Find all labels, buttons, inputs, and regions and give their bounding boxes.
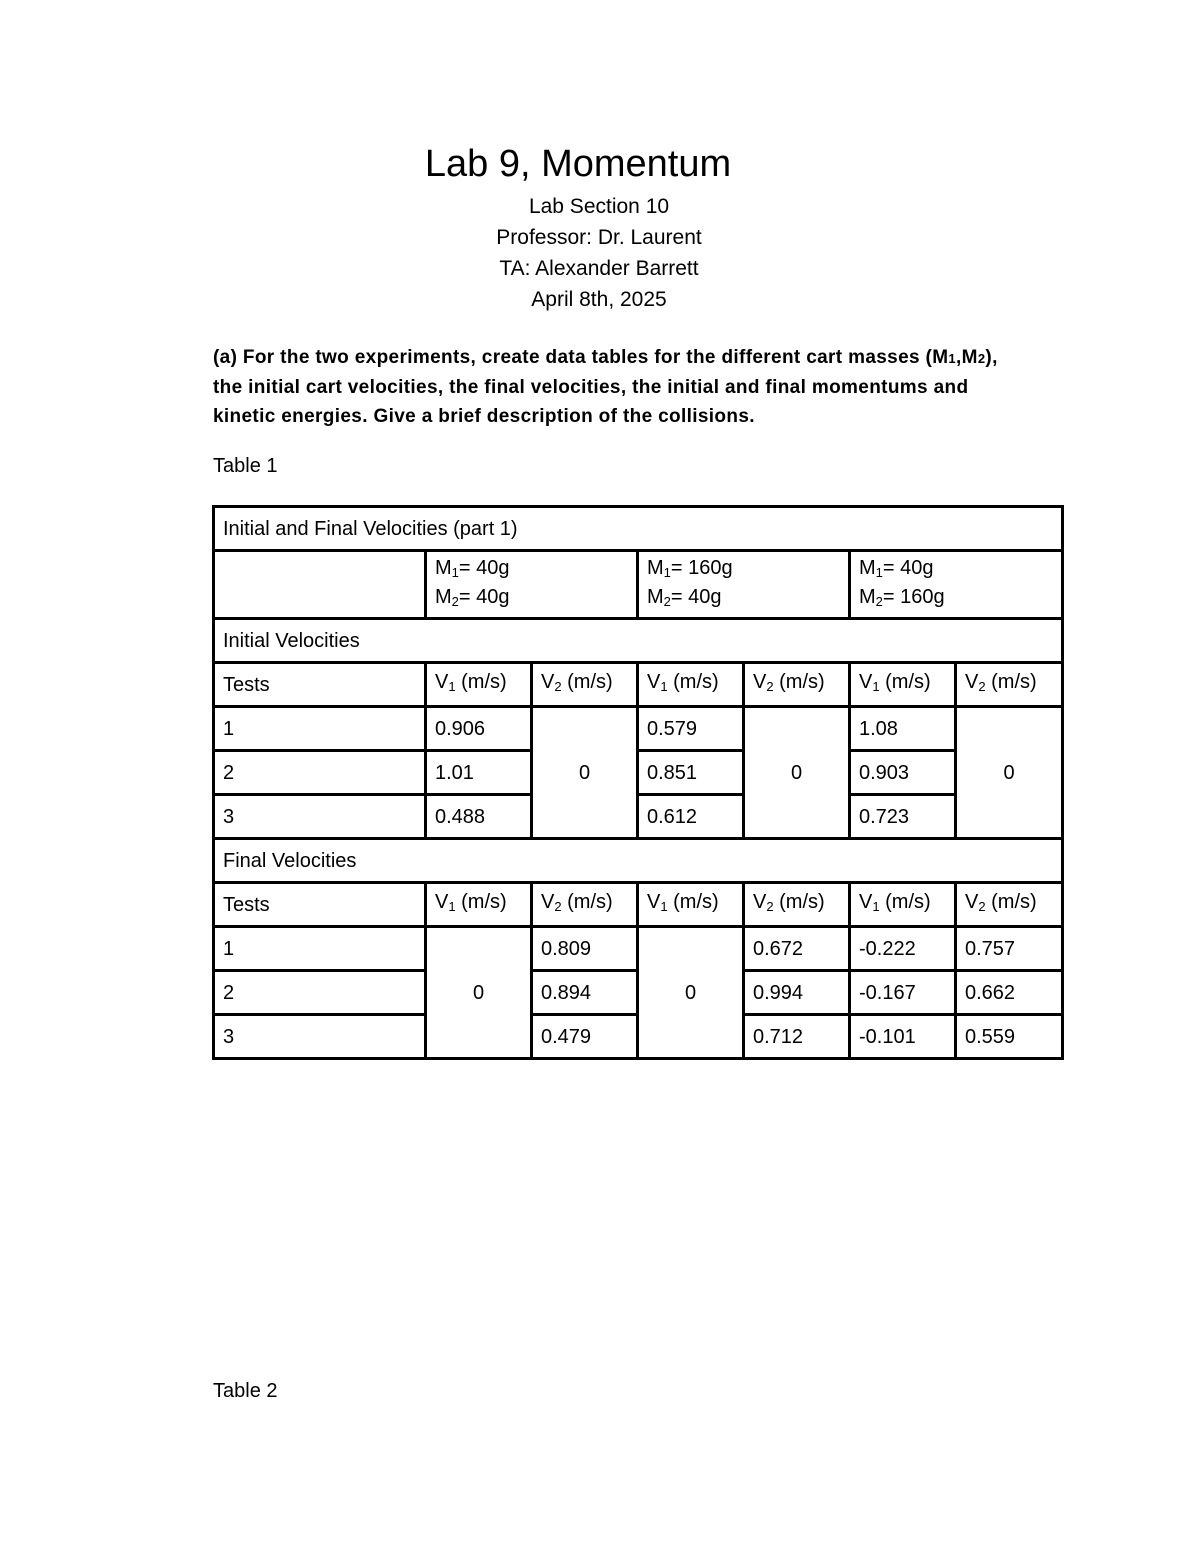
professor: Professor: Dr. Laurent xyxy=(496,226,702,249)
cell-value: 0.559 xyxy=(956,1015,1063,1059)
cell-value: 0.579 xyxy=(638,707,744,751)
v2-header: V2 (m/s) xyxy=(744,883,850,927)
table-row xyxy=(214,795,1063,839)
table-row xyxy=(214,751,1063,795)
cell-value: 0 xyxy=(426,927,532,1059)
test-number: 2 xyxy=(214,971,426,1015)
v2-header: V2 (m/s) xyxy=(956,663,1063,707)
test-number: 1 xyxy=(214,927,426,971)
table-row xyxy=(214,927,1063,971)
v1-header: V1 (m/s) xyxy=(426,883,532,927)
final-velocities-label: Final Velocities xyxy=(214,839,1063,883)
cell-value: 0.894 xyxy=(532,971,638,1015)
mass-config-1: M1= 40g M2= 40g xyxy=(426,551,638,619)
final-header-row xyxy=(214,883,1063,927)
cell-value: 0.809 xyxy=(532,927,638,971)
cell-value: 0 xyxy=(638,927,744,1059)
v1-header: V1 (m/s) xyxy=(638,663,744,707)
v2-header: V2 (m/s) xyxy=(956,883,1063,927)
final-section-row xyxy=(214,839,1063,883)
v1-header: V1 (m/s) xyxy=(850,883,956,927)
v1-header: V1 (m/s) xyxy=(850,663,956,707)
v2-header: V2 (m/s) xyxy=(532,883,638,927)
cell-value: 0.672 xyxy=(744,927,850,971)
date: April 8th, 2025 xyxy=(531,288,667,311)
lab-section: Lab Section 10 xyxy=(528,195,670,218)
v1-header: V1 (m/s) xyxy=(638,883,744,927)
tests-header: Tests xyxy=(214,883,426,927)
cell-value: 0 xyxy=(956,707,1063,839)
page-title: Lab 9, Momentum xyxy=(424,143,732,185)
mass-config-row xyxy=(214,551,1063,619)
table-title-row xyxy=(214,507,1063,551)
initial-header-row xyxy=(214,663,1063,707)
cell-value: 0.712 xyxy=(744,1015,850,1059)
initial-section-row xyxy=(214,619,1063,663)
table-1-caption: Table 1 xyxy=(213,455,278,477)
cell-value: 1.08 xyxy=(850,707,956,751)
cell-value: 1.01 xyxy=(426,751,532,795)
cell-value: 0.851 xyxy=(638,751,744,795)
empty-cell xyxy=(214,551,426,619)
v2-header: V2 (m/s) xyxy=(532,663,638,707)
teaching-assistant: TA: Alexander Barrett xyxy=(499,257,699,280)
v2-header: V2 (m/s) xyxy=(744,663,850,707)
cell-value: 0.723 xyxy=(850,795,956,839)
cell-value: 0.479 xyxy=(532,1015,638,1059)
mass-config-3: M1= 40g M2= 160g xyxy=(850,551,1063,619)
v1-header: V1 (m/s) xyxy=(426,663,532,707)
cell-value: 0.662 xyxy=(956,971,1063,1015)
cell-value: 0.994 xyxy=(744,971,850,1015)
test-number: 3 xyxy=(214,1015,426,1059)
cell-value: 0.488 xyxy=(426,795,532,839)
test-number: 1 xyxy=(214,707,426,751)
cell-value: 0.906 xyxy=(426,707,532,751)
test-number: 3 xyxy=(214,795,426,839)
velocities-table xyxy=(212,505,1064,1060)
cell-value: 0.903 xyxy=(850,751,956,795)
table-row xyxy=(214,707,1063,751)
table-title: Initial and Final Velocities (part 1) xyxy=(214,507,1063,551)
cell-value: -0.222 xyxy=(850,927,956,971)
question-a: (a) For the two experiments, create data tables for the different cart masses (M1,M2), the initial cart velocities, the final velocities, the initial and final momentums and kinetic energies. Give a brief description of the collisions. xyxy=(213,347,998,427)
cell-value: 0 xyxy=(744,707,850,839)
cell-value: 0.757 xyxy=(956,927,1063,971)
cell-value: 0 xyxy=(532,707,638,839)
cell-value: 0.612 xyxy=(638,795,744,839)
table-2-caption: Table 2 xyxy=(213,1380,278,1402)
cell-value: -0.167 xyxy=(850,971,956,1015)
test-number: 2 xyxy=(214,751,426,795)
initial-velocities-label: Initial Velocities xyxy=(214,619,1063,663)
tests-header: Tests xyxy=(214,663,426,707)
mass-config-2: M1= 160g M2= 40g xyxy=(638,551,850,619)
cell-value: -0.101 xyxy=(850,1015,956,1059)
